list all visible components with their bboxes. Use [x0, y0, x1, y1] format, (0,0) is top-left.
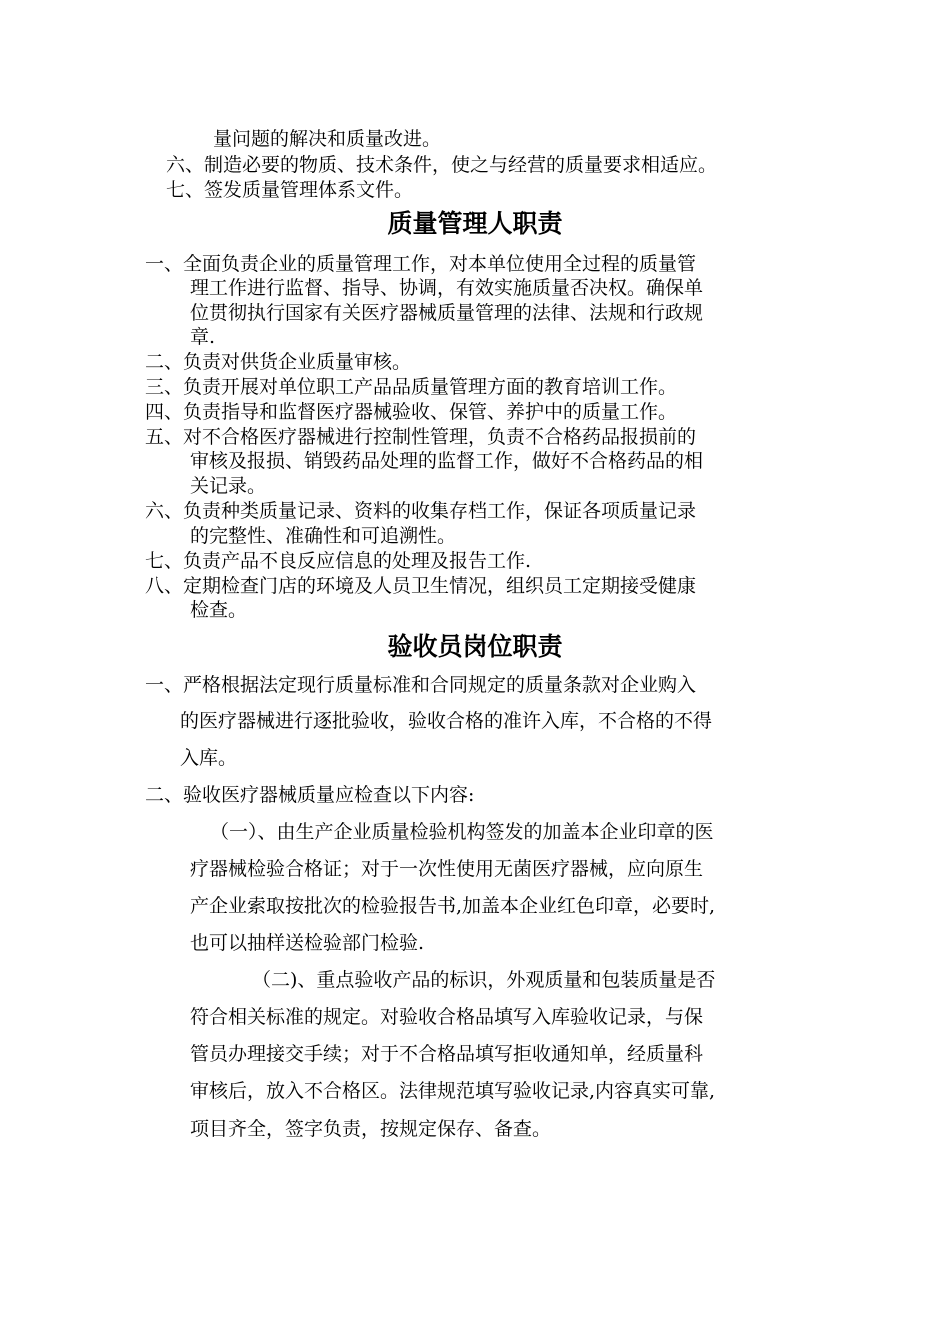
- duty-line: 也可以抽样送检验部门检验.: [190, 932, 425, 954]
- duty-line: 七、负责产品不良反应信息的处理及报告工作.: [145, 550, 532, 572]
- intro-line: 六、制造必要的物质、技术条件，使之与经营的质量要求相适应。: [166, 154, 718, 176]
- duty-line: 位贯彻执行国家有关医疗器械质量管理的法律、法规和行政规: [190, 302, 704, 324]
- duty-line: 疗器械检验合格证；对于一次性使用无菌医疗器械，应向原生: [190, 858, 704, 880]
- duty-line: 一、全面负责企业的质量管理工作，对本单位使用全过程的质量管: [145, 253, 697, 275]
- duty-line: 二、负责对供货企业质量审核。: [145, 351, 412, 373]
- intro-line: 七、签发质量管理体系文件。: [166, 179, 414, 201]
- duty-line: 审核后，放入不合格区。法律规范填写验收记录,内容真实可靠,: [190, 1080, 716, 1102]
- duty-line: 符合相关标准的规定。对验收合格品填写入库验收记录，与保: [190, 1006, 704, 1028]
- duty-line: 章.: [190, 326, 216, 348]
- duty-line: 三、负责开展对单位职工产品品质量管理方面的教育培训工作。: [145, 376, 678, 398]
- duty-line: 检查。: [190, 599, 248, 621]
- intro-line: 量问题的解决和质量改进。: [213, 128, 442, 150]
- duty-line: 的医疗器械进行逐批验收，验收合格的准许入库，不合格的不得: [180, 710, 713, 732]
- duty-line: 入库。: [180, 747, 238, 769]
- duty-line: 管员办理接交手续；对于不合格品填写拒收通知单，经质量科: [190, 1043, 704, 1065]
- duty-line: 四、负责指导和监督医疗器械验收、保管、养护中的质量工作。: [145, 401, 678, 423]
- duty-line: （二)、重点验收产品的标识，外观质量和包装质量是否: [252, 969, 716, 991]
- duty-line: 关记录。: [190, 475, 267, 497]
- section-title-quality-manager: 质量管理人职责: [387, 209, 563, 238]
- duty-line: 五、对不合格医疗器械进行控制性管理，负责不合格药品报损前的: [145, 426, 697, 448]
- duty-line: 产企业索取按批次的检验报告书,加盖本企业红色印章，必要时,: [190, 895, 716, 917]
- duty-line: 二、验收医疗器械质量应检查以下内容:: [145, 784, 475, 806]
- duty-line: 审核及报损、销毁药品处理的监督工作，做好不合格药品的相: [190, 450, 704, 472]
- duty-line: 的完整性、准确性和可追溯性。: [190, 525, 457, 547]
- duty-line: （一）、由生产企业质量检验机构签发的加盖本企业印章的医: [210, 821, 714, 843]
- duty-line: 项目齐全，签字负责，按规定保存、备查。: [190, 1118, 552, 1140]
- duty-line: 八、定期检查门店的环境及人员卫生情况，组织员工定期接受健康: [145, 575, 697, 597]
- section-title-inspector: 验收员岗位职责: [387, 632, 563, 661]
- duty-line: 理工作进行监督、指导、协调，有效实施质量否决权。确保单: [190, 277, 704, 299]
- duty-line: 六、负责种类质量记录、资料的收集存档工作，保证各项质量记录: [145, 500, 697, 522]
- duty-line: 一、严格根据法定现行质量标准和合同规定的质量条款对企业购入: [145, 674, 697, 696]
